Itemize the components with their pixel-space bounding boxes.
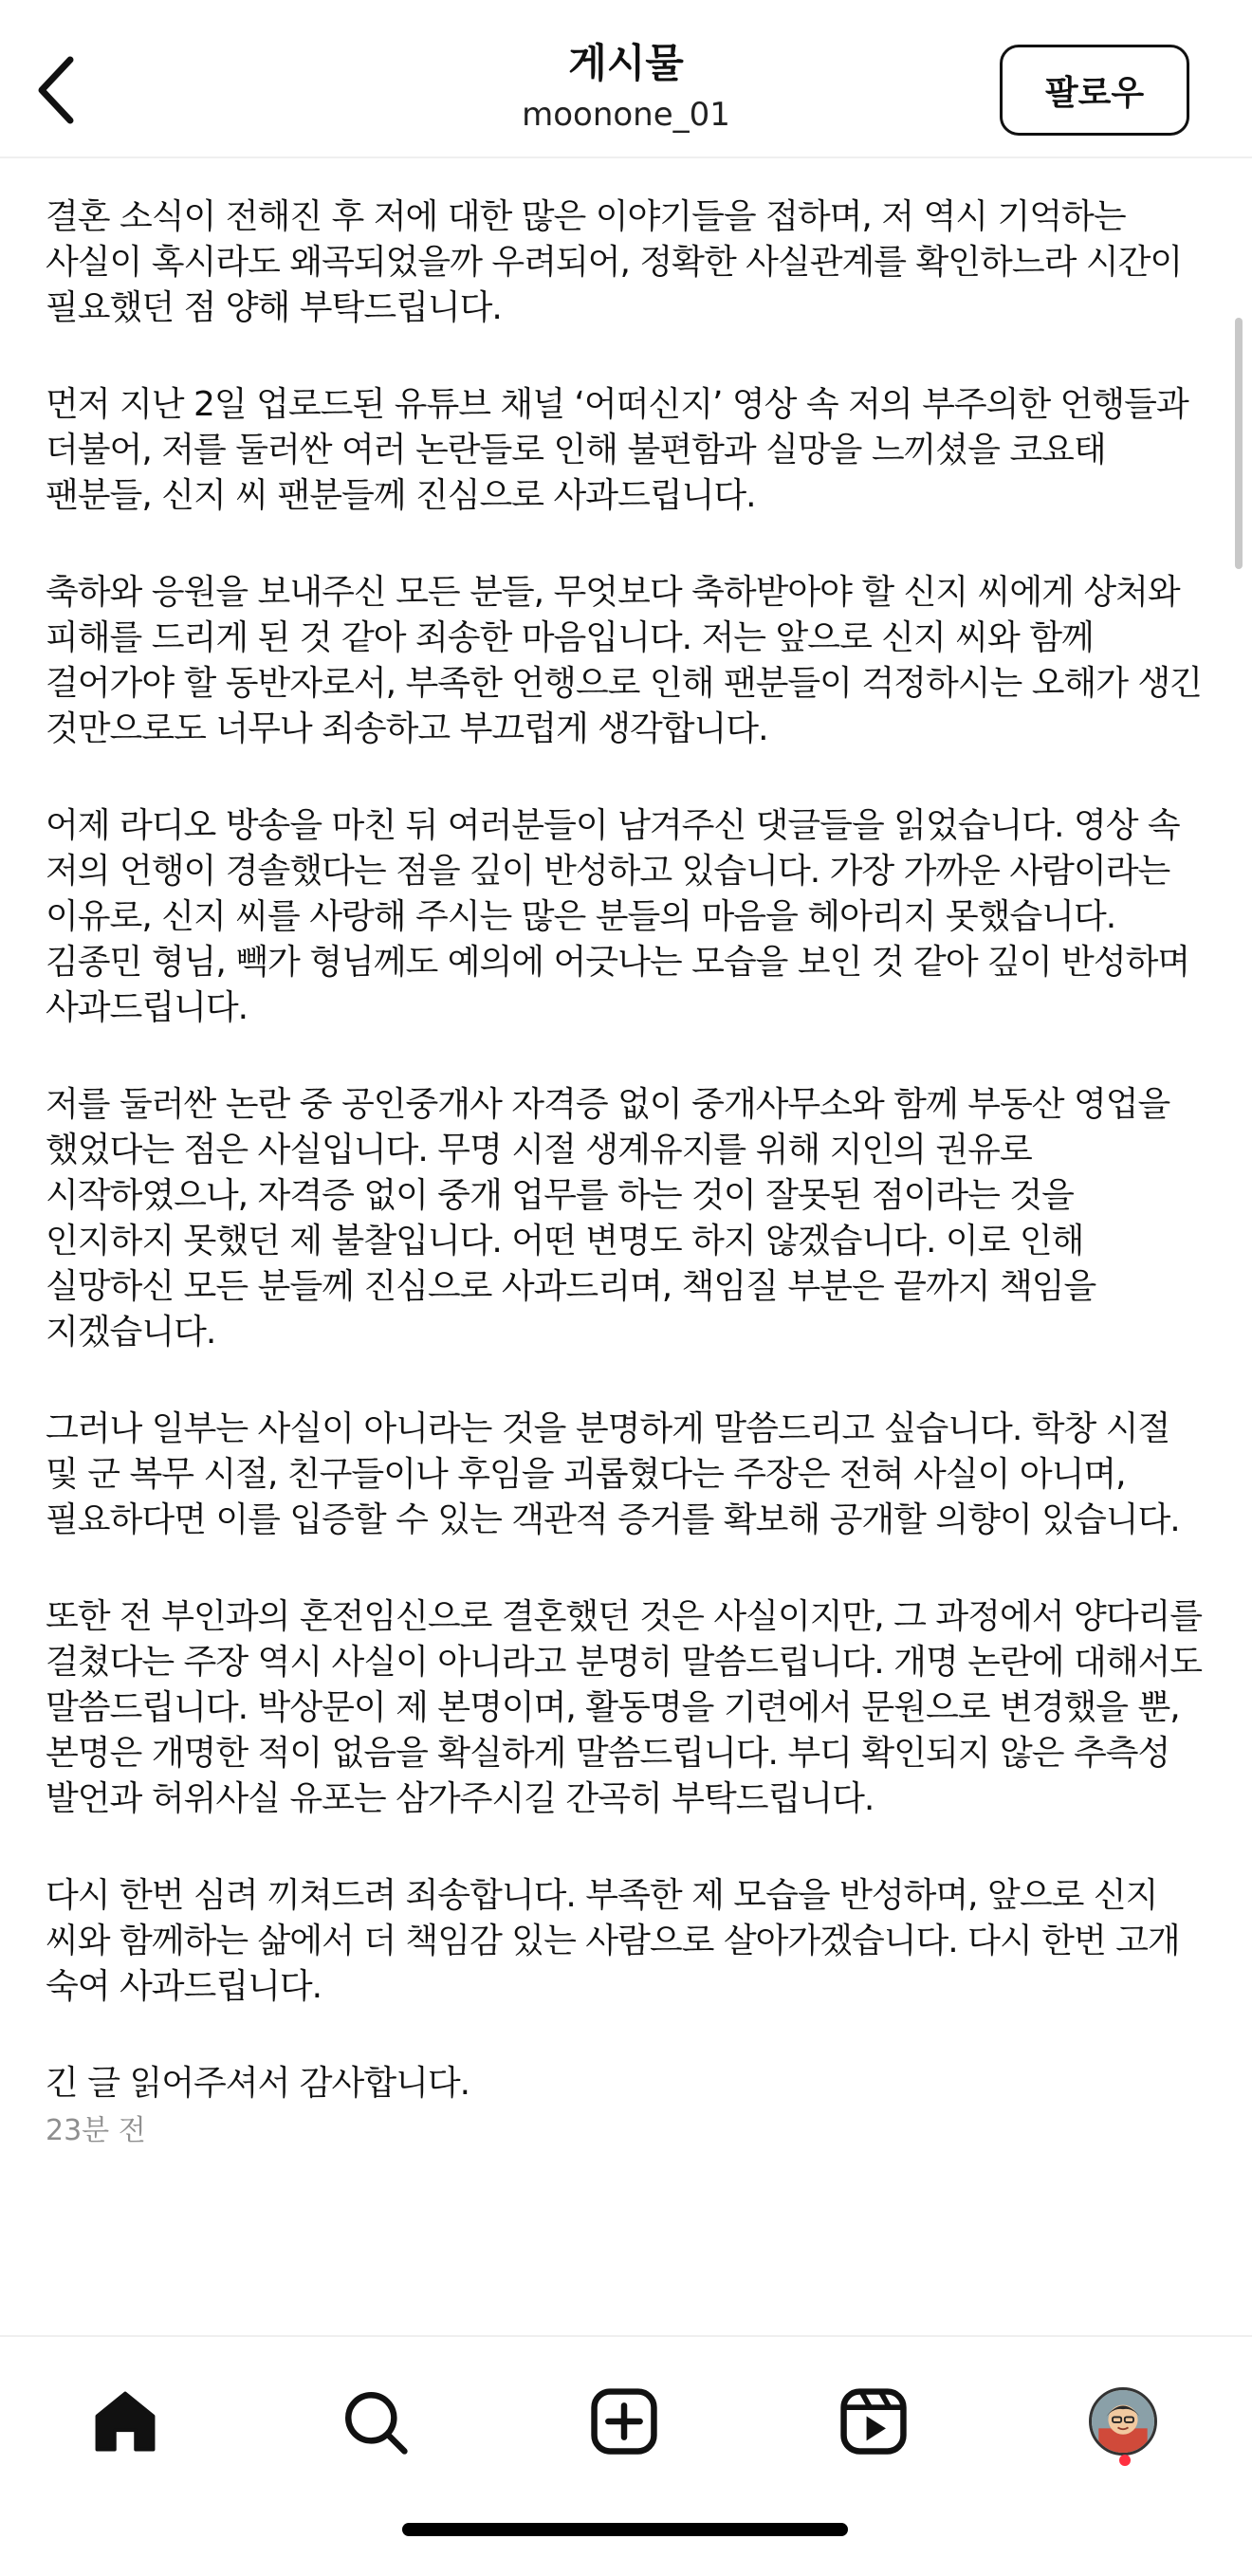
- notification-dot: [1119, 2455, 1131, 2466]
- home-icon: [90, 2386, 160, 2456]
- post-paragraph: 어제 라디오 방송을 마친 뒤 여러분들이 남겨주신 댓글들을 읽었습니다. 영상 속 저의 언행이 경솔했다는 점을 깊이 반성하고 있습니다. 가장 가까운 사람이라는 이유로, 신지 씨를 사랑해 주시는 많은 분들의 마음을 헤아리지 못했습니다. 김종민 형님, 빽가 형님께도 예의에 어긋나는 모습을 보인 것 같아 깊이 반성하며 사과드립니다.: [46, 806, 1190, 1027]
- author-username[interactable]: moonone_01: [522, 96, 730, 134]
- profile-avatar: [1089, 2387, 1157, 2456]
- top-header: [0, 0, 1252, 158]
- nav-search-button[interactable]: [332, 2379, 417, 2464]
- reels-icon: [838, 2386, 909, 2456]
- post-paragraph: 긴 글 읽어주셔서 감사합니다.: [46, 2064, 470, 2103]
- post-paragraph: 먼저 지난 2일 업로드된 유튜브 채널 ‘어떠신지’ 영상 속 저의 부주의한 언행들과 더불어, 저를 둘러싼 여러 논란들로 인해 불편함과 실망을 느끼셨을 코요태 팬분들, 신지 씨 팬분들께 진심으로 사과드립니다.: [46, 385, 1188, 515]
- nav-create-button[interactable]: [581, 2379, 667, 2464]
- post-paragraph: 축하와 응원을 보내주신 모든 분들, 무엇보다 축하받아야 할 신지 씨에게 상처와 피해를 드리게 된 것 같아 죄송한 마음입니다. 저는 앞으로 신지 씨와 함께 걸어가야 할 동반자로서, 부족한 언행으로 인해 팬분들이 걱정하시는 오해가 생긴 것만으로도 너무나 죄송하고 부끄럽게 생각합니다.: [46, 573, 1203, 748]
- nav-profile-button[interactable]: [1080, 2379, 1166, 2464]
- search-icon: [340, 2386, 410, 2456]
- page-title: 게시물: [568, 40, 684, 86]
- post-paragraph: 다시 한번 심려 끼쳐드려 죄송합니다. 부족한 제 모습을 반성하며, 앞으로 신지 씨와 함께하는 삶에서 더 책임감 있는 사람으로 살아가겠습니다. 다시 한번 고개 숙여 사과드립니다.: [46, 1876, 1180, 2006]
- post-timestamp: 23분 전: [46, 2114, 146, 2147]
- bottom-navigation: [0, 2335, 1252, 2576]
- nav-home-button[interactable]: [83, 2379, 168, 2464]
- avatar-image: [1092, 2390, 1154, 2453]
- post-paragraph: 그러나 일부는 사실이 아니라는 것을 분명하게 말씀드리고 싶습니다. 학창 시절 및 군 복무 시절, 친구들이나 후임을 괴롭혔다는 주장은 전혀 사실이 아니며, 필요하다면 이를 입증할 수 있는 객관적 증거를 확보해 공개할 의향이 있습니다.: [46, 1409, 1180, 1539]
- scrollbar[interactable]: [1235, 318, 1243, 569]
- create-post-icon: [589, 2386, 659, 2456]
- follow-button[interactable]: 팔로우: [1000, 45, 1189, 136]
- post-paragraph: 또한 전 부인과의 혼전임신으로 결혼했던 것은 사실이지만, 그 과정에서 양다리를 걸쳤다는 주장 역시 사실이 아니라고 분명히 말씀드립니다. 개명 논란에 대해서도 말씀드립니다. 박상문이 제 본명이며, 활동명을 기련에서 문원으로 변경했을 뿐, 본명은 개명한 적이 없음을 확실하게 말씀드립니다. 부디 확인되지 않은 추측성 발언과 허위사실 유포는 삼가주시길 간곡히 부탁드립니다.: [46, 1597, 1203, 1818]
- nav-reels-button[interactable]: [831, 2379, 916, 2464]
- post-content: [46, 194, 1203, 2150]
- home-indicator[interactable]: [402, 2523, 848, 2536]
- post-paragraph: 저를 둘러싼 논란 중 공인중개사 자격증 없이 중개사무소와 함께 부동산 영업을 했었다는 점은 사실입니다. 무명 시절 생계유지를 위해 지인의 권유로 시작하였으나, 자격증 없이 중개 업무를 하는 것이 잘못된 점이라는 것을 인지하지 못했던 제 불찰입니다. 어떤 변명도 하지 않겠습니다. 이로 인해 실망하신 모든 분들께 진심으로 사과드리며, 책임질 부분은 끝까지 책임을 지겠습니다.: [46, 1085, 1170, 1352]
- post-paragraph: 결혼 소식이 전해진 후 저에 대한 많은 이야기들을 접하며, 저 역시 기억하는 사실이 혹시라도 왜곡되었을까 우려되어, 정확한 사실관계를 확인하느라 시간이 필요했던 점 양해 부탁드립니다.: [46, 197, 1183, 327]
